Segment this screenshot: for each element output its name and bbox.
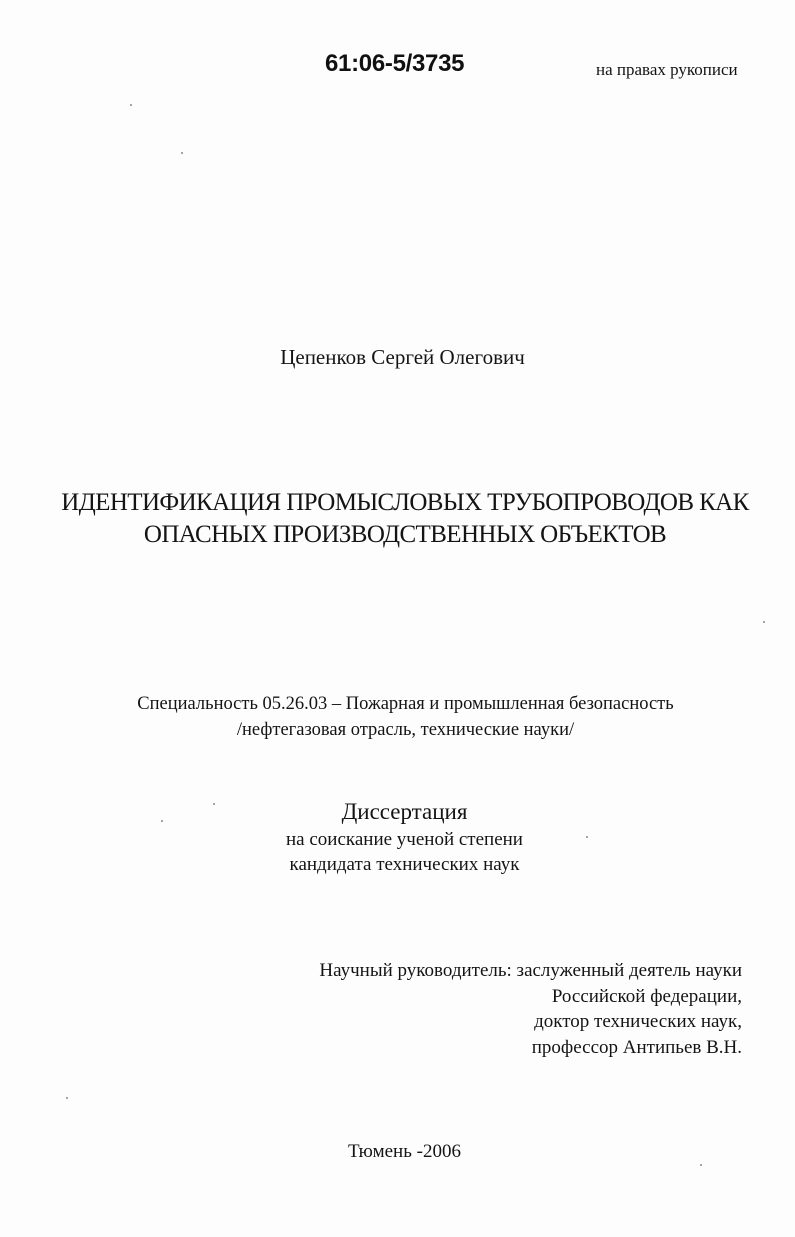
dissertation-title bbox=[40, 487, 770, 551]
specialty-block bbox=[0, 691, 795, 743]
title-line-2: ОПАСНЫХ ПРОИЗВОДСТВЕННЫХ ОБЪЕКТОВ bbox=[143, 521, 667, 548]
supervisor-block bbox=[319, 958, 742, 1060]
scan-speck bbox=[181, 152, 183, 154]
supervisor-line-4: профессор Антипьев В.Н. bbox=[531, 1036, 742, 1058]
scan-speck bbox=[586, 836, 588, 838]
author-name: Цепенков Сергей Олегович bbox=[280, 345, 525, 369]
specialty-line-2: /нефтегазовая отрасль, технические науки/ bbox=[236, 720, 575, 740]
scan-speck bbox=[700, 1164, 702, 1166]
specialty-line-1: Специальность 05.26.03 – Пожарная и промышленная безопасность bbox=[137, 694, 674, 714]
scan-speck bbox=[66, 1097, 68, 1099]
city-year: Тюмень -2006 bbox=[348, 1141, 461, 1162]
scan-speck bbox=[213, 803, 215, 805]
scan-speck bbox=[161, 820, 163, 822]
degree-heading: Диссертация bbox=[341, 799, 468, 824]
scan-speck bbox=[130, 104, 132, 106]
supervisor-line-1: Научный руководитель: заслуженный деятель науки bbox=[319, 960, 742, 981]
degree-line-2: кандидата технических наук bbox=[289, 854, 520, 875]
title-line-1: ИДЕНТИФИКАЦИЯ ПРОМЫСЛОВЫХ ТРУБОПРОВОДОВ КАК bbox=[61, 489, 749, 516]
supervisor-line-2: Российской федерации, bbox=[551, 985, 742, 1007]
catalog-code: 61:06-5/3735 bbox=[325, 50, 465, 77]
rights-note: на правах рукописи bbox=[596, 60, 738, 79]
scan-speck bbox=[763, 621, 765, 623]
degree-line-1: на соискание ученой степени bbox=[286, 829, 523, 850]
supervisor-line-3: доктор технических наук, bbox=[534, 1011, 742, 1032]
degree-block bbox=[0, 797, 795, 877]
